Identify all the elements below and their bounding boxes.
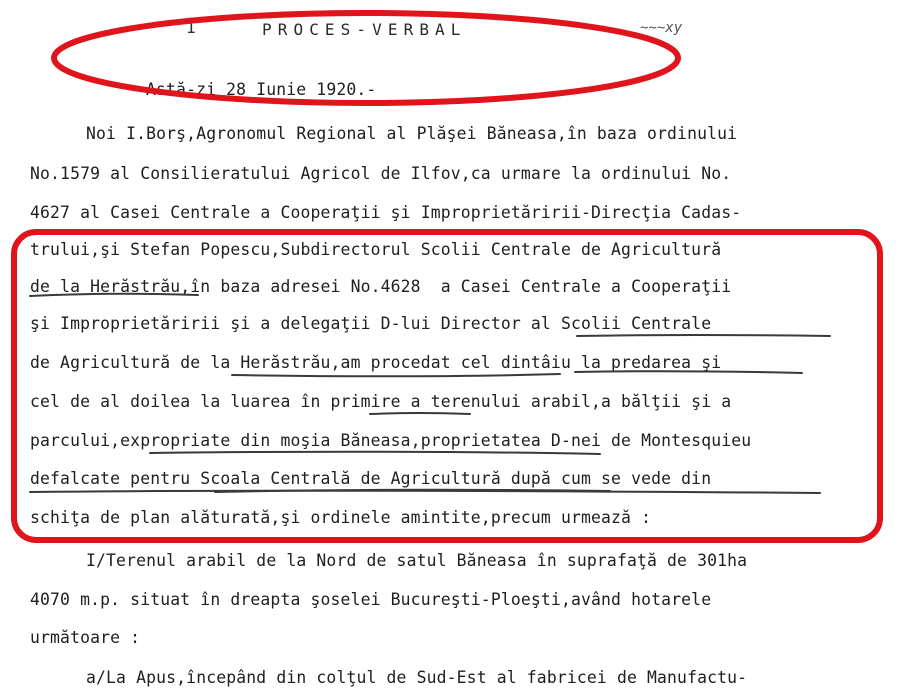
text-line: 4627 al Casei Centrale a Cooperaţii şi Improprietăririi-Direcţia Cadas- [30,203,742,222]
text-line: următoare : [30,628,141,647]
text-line: de la Herăstrău,în baza adresei No.4628 a Casei Centrale a Cooperaţii [30,277,732,296]
text-line: defalcate pentru Scoala Centrală de Agricultură după cum se vede din [30,469,712,488]
text-line: No.1579 al Consilieratului Agricol de Ilfov,ca urmare la ordinului No. [30,164,732,183]
text-line: trului,şi Stefan Popescu,Subdirectorul Scolii Centrale de Agricultură [30,240,722,259]
text-line: parcului,expropriate din moşia Băneasa,proprietatea D-nei de Montesquieu [30,431,752,450]
text-line: de Agricultură de la Herăstrău,am procedat cel dintâiu la predarea şi [30,353,722,372]
underline-mark [575,371,802,373]
date-line: Astă-zi 28 Iunie 1920.- [146,80,377,99]
document-title: PROCES-VERBAL [262,20,467,39]
text-line: I/Terenul arabil de la Nord de satul Băneasa în suprafaţă de 301ha [86,551,748,570]
underline-mark [30,294,198,296]
page-number-mark: 1 [186,18,196,37]
text-line: cel de al doilea la luarea în primire a terenului arabil,a bălţii şi a [30,392,732,411]
text-line: schiţa de plan alăturată,şi ordinele amintite,precum urmează : [30,508,652,527]
text-line: şi Improprietăririi şi a delegaţii D-lui Director al Scolii Centrale [30,314,712,333]
text-line: a/La Apus,începând din colţul de Sud-Est al fabricei de Manufactu- [86,668,748,687]
text-line: Noi I.Borş,Agronomul Regional al Plăşei Băneasa,în baza ordinului [86,124,738,143]
handwritten-scribble: ~~~xy [640,20,683,36]
underline-mark [577,335,830,336]
underline-mark [232,374,560,376]
underline-mark [370,413,470,414]
underline-mark [150,452,600,454]
text-line: 4070 m.p. situat în dreapta şoselei Bucureşti-Ploeşti,având hotarele [30,590,712,609]
underline-mark [30,491,820,493]
